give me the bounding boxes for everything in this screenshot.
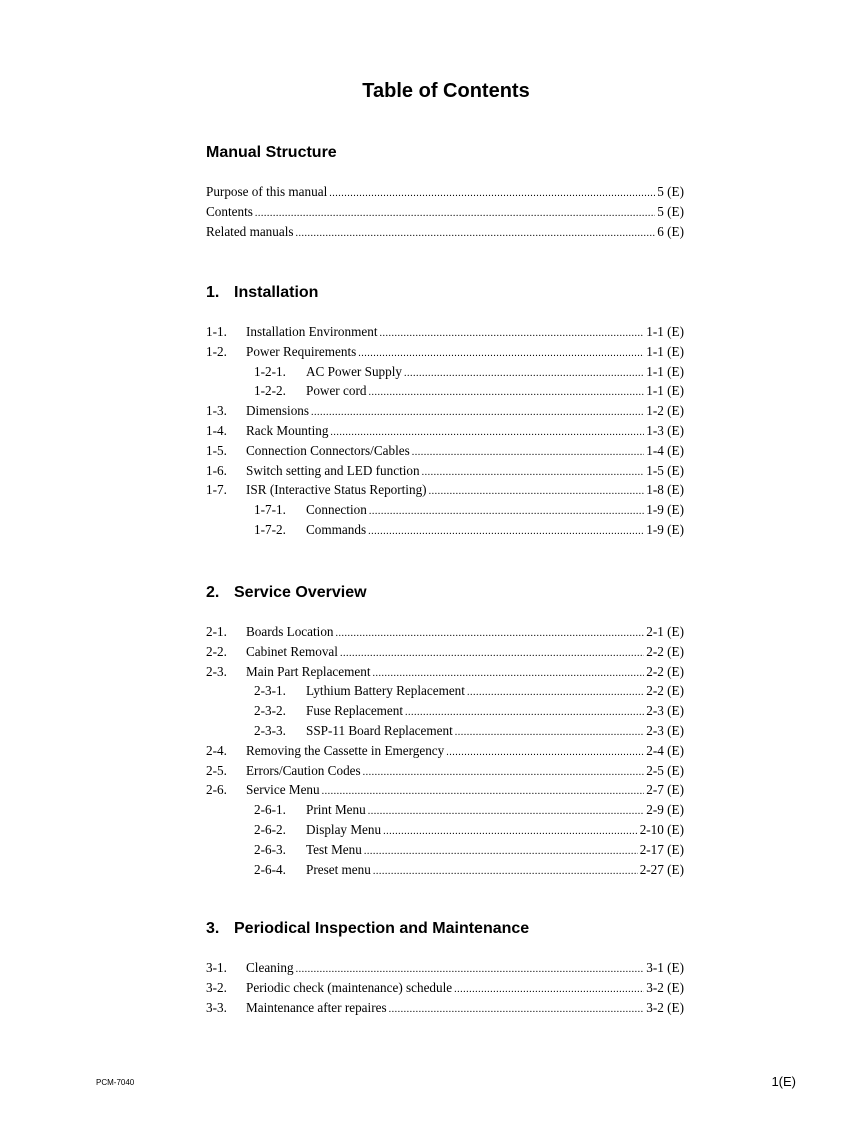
dot-leader	[296, 958, 645, 980]
section-heading	[206, 917, 684, 941]
toc-entry-label: Cabinet Removal	[246, 643, 338, 659]
toc-entry-number: 2-4.	[206, 742, 227, 758]
toc-entry[interactable]	[206, 721, 684, 741]
toc-entry-label: Switch setting and LED function	[246, 462, 420, 478]
dot-leader	[296, 222, 656, 244]
toc-entry[interactable]	[206, 800, 684, 820]
toc-entry-number: 1-1.	[206, 324, 227, 339]
toc-entry-page: 5 (E)	[657, 184, 684, 199]
toc-entry-page: 1-2 (E)	[646, 403, 684, 419]
toc-entry-page: 1-5 (E)	[646, 462, 684, 478]
toc-entry-label: Main Part Replacement	[246, 663, 371, 679]
toc-entry-page: 1-1 (E)	[646, 324, 684, 339]
footer-page-number: 1(E)	[771, 1074, 796, 1089]
toc-entry-number: 2-3-3.	[254, 722, 286, 738]
toc-entry-label: Preset menu	[306, 861, 371, 877]
dot-leader	[358, 342, 644, 364]
toc-entry-number: 1-6.	[206, 462, 227, 478]
toc-entry-number: 1-2-2.	[254, 383, 286, 399]
toc-entry-label: Power cord	[306, 383, 367, 399]
toc-entry-page: 1-4 (E)	[646, 442, 684, 458]
toc-entry-page: 1-9 (E)	[646, 521, 684, 537]
section-heading	[206, 281, 684, 305]
toc-entry-list	[206, 958, 684, 1017]
toc-entry-page: 2-4 (E)	[646, 742, 684, 758]
toc-entry-number: 2-6-4.	[254, 861, 286, 877]
toc-entry-list	[206, 322, 684, 540]
toc-entry-label: ISR (Interactive Status Reporting)	[246, 482, 427, 498]
section-title: Installation	[234, 284, 319, 301]
toc-entry[interactable]	[206, 362, 684, 382]
toc-entry-page: 2-5 (E)	[646, 762, 684, 778]
toc-entry-label: Removing the Cassette in Emergency	[246, 742, 445, 758]
dot-leader	[373, 662, 645, 684]
toc-entry[interactable]	[206, 701, 684, 721]
toc-entry-number: 2-3-2.	[254, 703, 286, 719]
dot-leader	[379, 322, 644, 344]
toc-entry-label: Related manuals	[206, 223, 294, 239]
section-number: 2.	[206, 584, 220, 601]
dot-leader	[369, 500, 644, 522]
toc-entry-number: 2-1.	[206, 624, 227, 639]
toc-entry-label: AC Power Supply	[306, 363, 402, 379]
toc-entry-page: 1-9 (E)	[646, 502, 684, 518]
dot-leader	[368, 520, 644, 542]
toc-entry-label: Connection	[306, 502, 367, 518]
dot-leader	[336, 622, 645, 644]
toc-entry-label: Contents	[206, 203, 253, 219]
toc-entry-label: Power Requirements	[246, 343, 357, 359]
toc-entry-number: 2-5.	[206, 762, 227, 778]
toc-entry-number: 1-7.	[206, 482, 227, 498]
dot-leader	[329, 182, 655, 204]
dot-leader	[330, 421, 644, 443]
toc-entry-number: 2-3-1.	[254, 683, 286, 699]
toc-entry[interactable]	[206, 741, 684, 761]
toc-entry[interactable]	[206, 622, 684, 642]
toc-entry[interactable]	[206, 761, 684, 781]
toc-entry-page: 3-2 (E)	[646, 999, 684, 1015]
toc-entry-number: 2-2.	[206, 643, 227, 659]
toc-entry[interactable]	[206, 202, 684, 222]
toc-entry-page: 2-27 (E)	[639, 861, 684, 877]
toc-entry-page: 2-3 (E)	[646, 703, 684, 719]
toc-entry-label: Fuse Replacement	[306, 703, 404, 719]
toc-entry[interactable]	[206, 401, 684, 421]
toc-entry-label: Service Menu	[246, 782, 320, 798]
toc-entry-label: SSP-11 Board Replacement	[306, 722, 453, 738]
toc-entry[interactable]	[206, 642, 684, 662]
toc-entry[interactable]	[206, 500, 684, 520]
toc-entry[interactable]	[206, 820, 684, 840]
toc-entry-list	[206, 182, 684, 241]
dot-leader	[467, 681, 644, 703]
toc-entry[interactable]	[206, 461, 684, 481]
toc-entry-number: 2-3.	[206, 663, 227, 679]
toc-entry-number: 3-1.	[206, 960, 227, 975]
toc-entry-label: Periodic check (maintenance) schedule	[246, 979, 453, 995]
toc-entry-page: 2-17 (E)	[639, 841, 684, 857]
toc-entry[interactable]	[206, 182, 684, 202]
toc-section	[206, 141, 684, 241]
dot-leader	[322, 780, 645, 802]
toc-entry[interactable]	[206, 441, 684, 461]
toc-entry-label: Boards Location	[246, 624, 334, 639]
toc-section	[206, 917, 684, 1017]
toc-entry-number: 1-2.	[206, 343, 227, 359]
toc-section	[206, 281, 684, 540]
toc-entry-number: 1-4.	[206, 422, 227, 438]
toc-entry-page: 2-3 (E)	[646, 722, 684, 738]
dot-leader	[255, 202, 655, 224]
dot-leader	[446, 741, 644, 763]
toc-entry-list	[206, 622, 684, 879]
toc-entry-label: Display Menu	[306, 821, 382, 837]
dot-leader	[383, 820, 638, 842]
toc-entry-number: 1-3.	[206, 403, 227, 419]
toc-entry-label: Connection Connectors/Cables	[246, 442, 410, 458]
toc-entry[interactable]	[206, 662, 684, 682]
toc-entry-number: 3-2.	[206, 979, 227, 995]
toc-entry-page: 2-2 (E)	[646, 663, 684, 679]
toc-entry-number: 3-3.	[206, 999, 227, 1015]
toc-entry-page: 2-10 (E)	[639, 821, 684, 837]
dot-leader	[368, 381, 644, 403]
toc-entry-page: 3-2 (E)	[646, 979, 684, 995]
toc-entry-label: Errors/Caution Codes	[246, 762, 361, 778]
toc-entry-page: 5 (E)	[657, 203, 684, 219]
toc-entry[interactable]	[206, 958, 684, 978]
toc-entry-label: Cleaning	[246, 960, 294, 975]
section-title: Periodical Inspection and Maintenance	[234, 920, 530, 937]
toc-entry-number: 2-6-2.	[254, 821, 286, 837]
toc-entry-label: Dimensions	[246, 403, 310, 419]
toc-entry-page: 2-9 (E)	[646, 802, 684, 818]
toc-entry-page: 1-1 (E)	[646, 363, 684, 379]
toc-entry-label: Lythium Battery Replacement	[306, 683, 465, 699]
toc-entry-page: 2-2 (E)	[646, 683, 684, 699]
dot-leader	[311, 401, 644, 423]
toc-entry-number: 1-7-1.	[254, 502, 286, 518]
toc-entry-page: 2-2 (E)	[646, 643, 684, 659]
toc-entry[interactable]	[206, 780, 684, 800]
toc-entry[interactable]	[206, 421, 684, 441]
toc-entry[interactable]	[206, 681, 684, 701]
toc-entry[interactable]	[206, 342, 684, 362]
toc-entry-number: 2-6-3.	[254, 841, 286, 857]
section-heading	[206, 581, 684, 605]
toc-entry-number: 2-6-1.	[254, 802, 286, 818]
dot-leader	[422, 461, 645, 483]
section-number: 3.	[206, 920, 220, 937]
toc-entry-page: 1-1 (E)	[646, 383, 684, 399]
toc-entry[interactable]	[206, 998, 684, 1018]
toc-entry[interactable]	[206, 520, 684, 540]
toc-entry[interactable]	[206, 840, 684, 860]
toc-entry[interactable]	[206, 480, 684, 500]
footer-model: PCM-7040	[96, 1078, 135, 1087]
dot-leader	[412, 441, 645, 463]
toc-entry-page: 1-1 (E)	[646, 343, 684, 359]
toc-entry-label: Maintenance after repaires	[246, 999, 387, 1015]
dot-leader	[429, 480, 645, 502]
dot-leader	[454, 978, 644, 1000]
toc-entry-number: 1-7-2.	[254, 521, 286, 537]
toc-entry-page: 6 (E)	[657, 223, 684, 239]
dot-leader	[455, 721, 645, 743]
toc-entry-number: 2-6.	[206, 782, 227, 798]
section-title: Service Overview	[234, 584, 367, 601]
page-title: Table of Contents	[362, 80, 530, 102]
toc-entry[interactable]	[206, 381, 684, 401]
toc-entry-page: 2-7 (E)	[646, 782, 684, 798]
dot-leader	[363, 761, 645, 783]
toc-entry-number: 1-5.	[206, 442, 227, 458]
toc-entry-label: Purpose of this manual	[206, 184, 328, 199]
toc-entry-label: Print Menu	[306, 802, 366, 818]
section-title: Manual Structure	[206, 144, 337, 161]
toc-entry-page: 3-1 (E)	[646, 960, 684, 975]
dot-leader	[389, 998, 645, 1020]
dot-leader	[405, 701, 644, 723]
toc-entry-page: 2-1 (E)	[646, 624, 684, 639]
dot-leader	[340, 642, 644, 664]
toc-entry-label: Installation Environment	[246, 324, 378, 339]
toc-entry[interactable]	[206, 322, 684, 342]
toc-entry-number: 1-2-1.	[254, 363, 286, 379]
dot-leader	[373, 860, 638, 882]
toc-entry[interactable]	[206, 860, 684, 880]
toc-entry-page: 1-3 (E)	[646, 422, 684, 438]
toc-section	[206, 581, 684, 879]
dot-leader	[368, 800, 645, 822]
toc-entry-page: 1-8 (E)	[646, 482, 684, 498]
dot-leader	[364, 840, 638, 862]
section-number: 1.	[206, 284, 220, 301]
toc-entry-label: Test Menu	[306, 841, 362, 857]
toc-entry-label: Commands	[306, 521, 367, 537]
toc-entry-label: Rack Mounting	[246, 422, 329, 438]
toc-entry[interactable]	[206, 978, 684, 998]
dot-leader	[404, 362, 644, 384]
section-heading	[206, 141, 684, 165]
toc-entry[interactable]	[206, 222, 684, 242]
